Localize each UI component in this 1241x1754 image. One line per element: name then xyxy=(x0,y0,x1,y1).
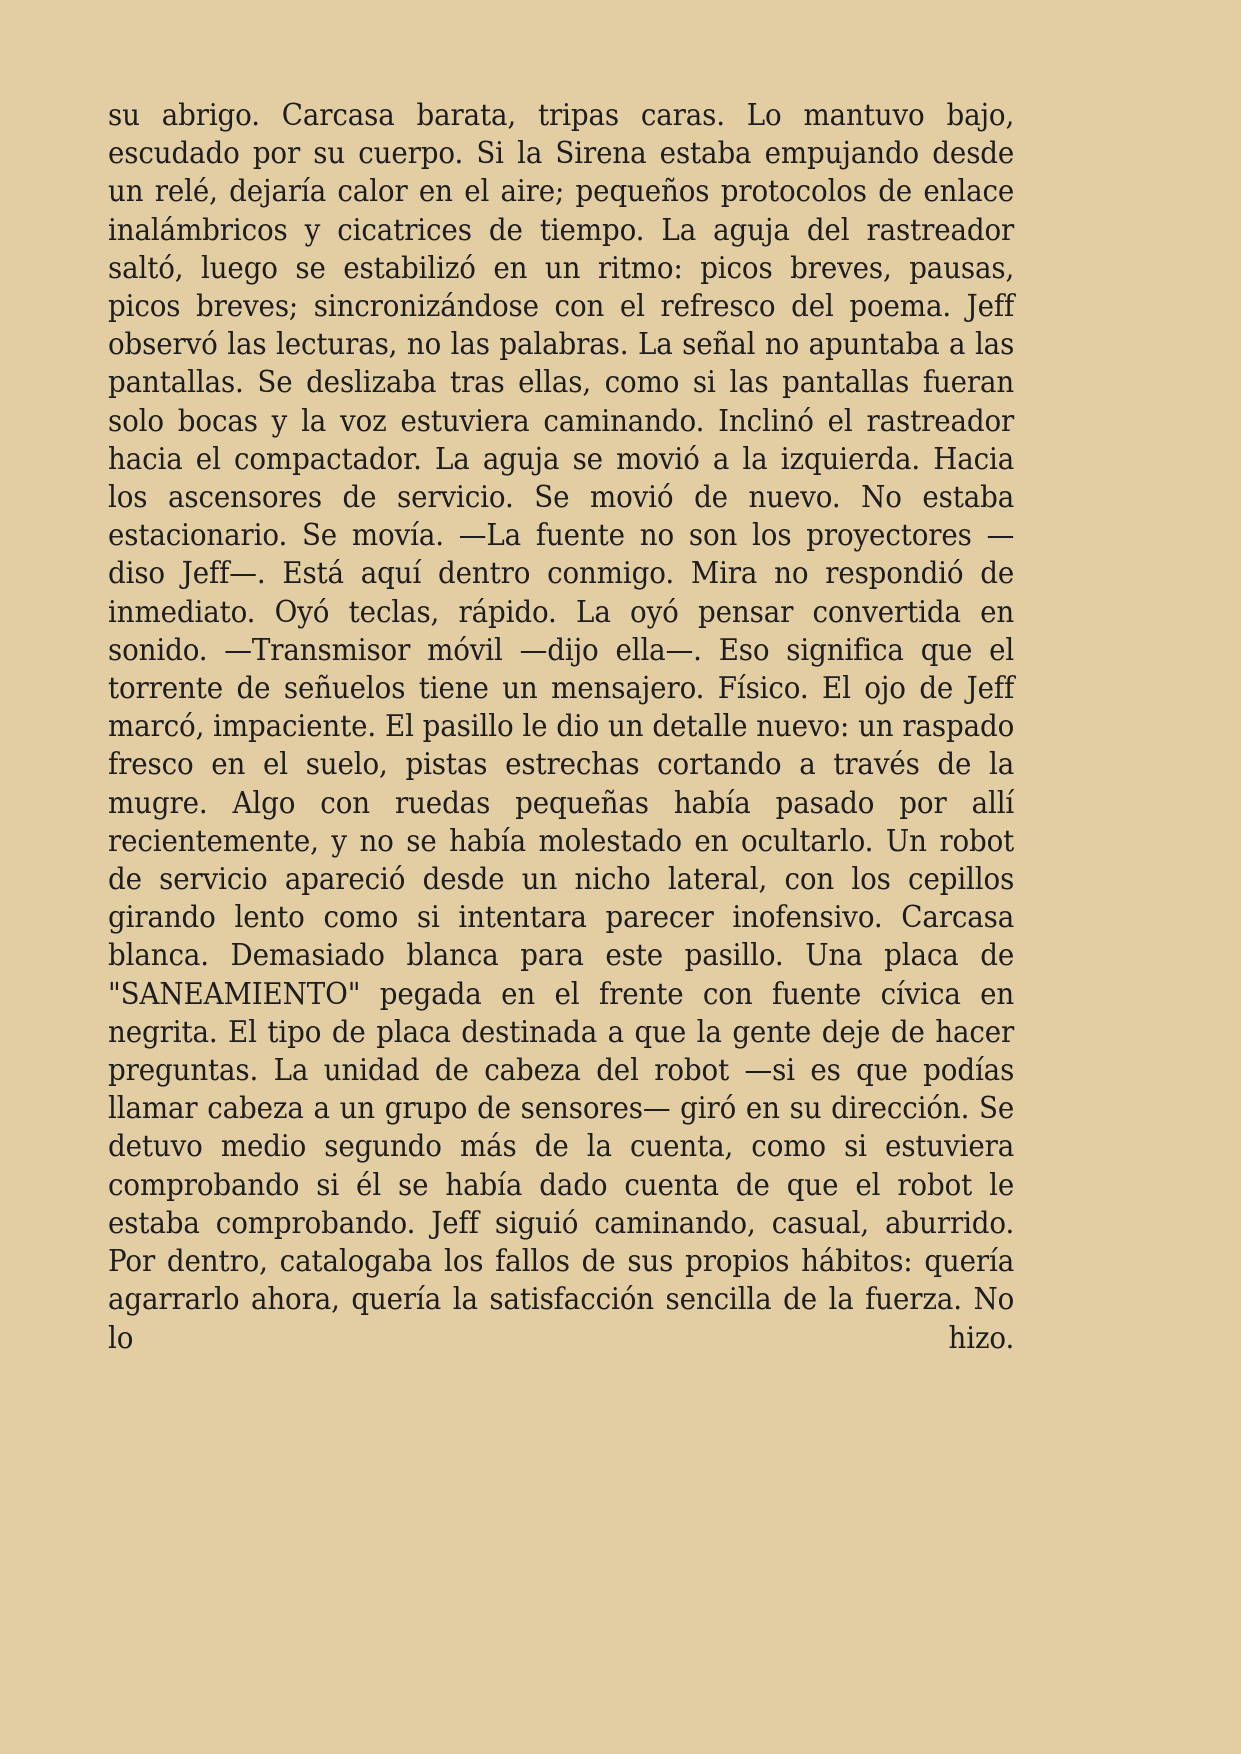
body-paragraph: su abrigo. Carcasa barata, tripas caras. Lo mantuvo bajo, escudado por su cuerpo. Si la Sirena estaba empujando desde un relé, dejaría calor en el aire; pequeños protocolos de enlace inalámbricos y cicatrices de tiempo. La aguja del rastreador saltó, luego se estabilizó en un ritmo: picos breves, pausas, picos breves; sincronizándose con el refresco del poema. Jeff observó las lecturas, no las palabras. La señal no apuntaba a las pantallas. Se deslizaba tras ellas, como si las pantallas fueran solo bocas y la voz estuviera caminando. Inclinó el rastreador hacia el compactador. La aguja se movió a la izquierda. Hacia los ascensores de servicio. Se movió de nuevo. No estaba estacionario. Se movía. —La fuente no son los proyectores —diso Jeff—. Está aquí dentro conmigo. Mira no respondió de inmediato. Oyó teclas, rápido. La oyó pensar convertida en sonido. —Transmisor móvil —dijo ella—. Eso significa que el torrente de señuelos tiene un mensajero. Físico. El ojo de Jeff marcó, impaciente. El pasillo le dio un detalle nuevo: un raspado fresco en el suelo, pistas estrechas cortando a través de la mugre. Algo con ruedas pequeñas había pasado por allí recientemente, y no se había molestado en ocultarlo. Un robot de servicio apareció desde un nicho lateral, con los cepillos girando lento como si intentara parecer inofensivo. Carcasa blanca. Demasiado blanca para este pasillo. Una placa de "SANEAMIENTO" pegada en el frente con fuente cívica en negrita. El tipo de placa destinada a que la gente deje de hacer preguntas. La unidad de cabeza del robot —si es que podías llamar cabeza a un grupo de sensores— giró en su dirección. Se detuvo medio segundo más de la cuenta, como si estuviera comprobando si él se había dado cuenta de que el robot le estaba comprobando. Jeff siguió caminando, casual, aburrido. Por dentro, catalogaba los fallos de sus propios hábitos: quería agarrarlo ahora, quería la satisfacción sencilla de la fuerza. No lo hizo. xyxy=(108,98,1015,1355)
body-text-column xyxy=(108,96,1014,1357)
